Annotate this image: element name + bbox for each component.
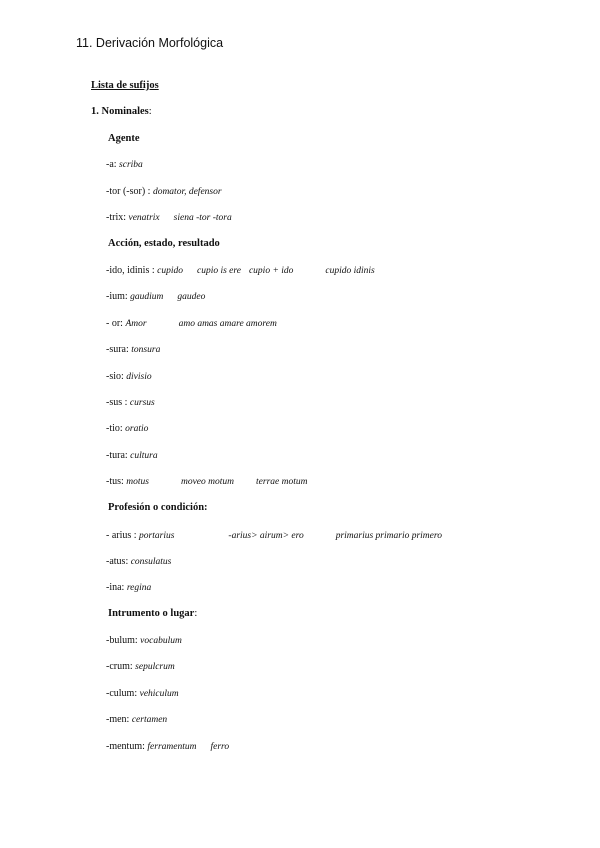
example: gaudium [130, 292, 164, 302]
example: certamen [131, 715, 168, 725]
example: sepulcrum [135, 662, 175, 672]
example: scriba [119, 160, 143, 170]
list-title: Lista de sufijos [91, 80, 159, 91]
suffix: -trix: [106, 212, 129, 223]
suffix: -tus: [106, 476, 127, 487]
example: terrae motum [256, 477, 308, 487]
example: cultura [130, 451, 158, 461]
example: portarius [139, 531, 175, 541]
example: cursus [129, 398, 155, 408]
suffix: -crum: [106, 661, 136, 672]
example: ferro [210, 742, 230, 752]
example: regina [126, 583, 152, 593]
example: venatrix [128, 213, 160, 223]
suffix: -a: [106, 159, 120, 170]
entry-sus [106, 396, 155, 410]
example: motus [126, 477, 149, 487]
example: cupido [157, 266, 183, 276]
entry-trix [106, 211, 232, 225]
suffix: -sio: [106, 371, 127, 382]
page-title: 11. Derivación Morfológica [76, 36, 224, 50]
example: ferramentum [147, 742, 197, 752]
entry-ium [106, 290, 205, 304]
entry-arius [106, 529, 442, 543]
suffix: -atus: [106, 556, 131, 567]
example: amo amas amare amorem [178, 319, 277, 329]
example: vehiculum [139, 689, 179, 699]
example: divisio [126, 372, 152, 382]
suffix: -sus : [106, 397, 130, 408]
entry-mentum [106, 740, 229, 754]
example: domator, defensor [152, 187, 222, 197]
entry-crum [106, 660, 175, 674]
example: consulatus [130, 557, 172, 567]
example: moveo motum [180, 477, 235, 487]
entry-sio [106, 370, 152, 384]
example: oratio [125, 424, 149, 434]
example: primarius primario primero [335, 531, 442, 541]
example: tonsura [131, 345, 161, 355]
entry-tio [106, 422, 148, 436]
suffix: -tio: [106, 423, 126, 434]
category-profesion: Profesión o condición: [108, 502, 208, 513]
section-heading [91, 105, 152, 119]
entry-ido [106, 264, 375, 278]
category-instrumento-label: Intrumento o lugar [108, 608, 195, 619]
entry-a [106, 158, 143, 172]
example: cupio is ere [196, 266, 241, 276]
entry-tura [106, 449, 158, 463]
example: siena -tor -tora [173, 213, 232, 223]
category-accion: Acción, estado, resultado [108, 238, 220, 249]
category-instrumento [108, 607, 197, 621]
entry-atus [106, 555, 171, 569]
entry-men [106, 713, 167, 727]
entry-tus [106, 475, 307, 489]
section-heading-label: 1. Nominales [91, 106, 149, 117]
entry-ina [106, 581, 151, 595]
entry-tor [106, 185, 222, 199]
suffix: -bulum: [106, 635, 141, 646]
suffix: -mentum: [106, 741, 148, 752]
example: vocabulum [140, 636, 182, 646]
example: -arius> airum> ero [228, 531, 304, 541]
suffix: - arius : [106, 530, 140, 541]
category-agente: Agente [108, 133, 140, 144]
suffix: -tura: [106, 450, 131, 461]
category-instrumento-colon: : [194, 608, 198, 619]
suffix: -sura: [106, 344, 132, 355]
entry-sura [106, 343, 160, 357]
entry-bulum [106, 634, 182, 648]
suffix: -ido, idinis : [106, 265, 158, 276]
suffix: - or: [106, 318, 126, 329]
suffix: -ium: [106, 291, 131, 302]
section-heading-colon: : [148, 106, 152, 117]
suffix: -tor (-sor) : [106, 186, 153, 197]
example: gaudeo [177, 292, 206, 302]
entry-or [106, 317, 277, 331]
example: cupido idinis [325, 266, 375, 276]
suffix: -ina: [106, 582, 127, 593]
entry-culum [106, 687, 179, 701]
example: cupio + ido [248, 266, 294, 276]
suffix: -culum: [106, 688, 140, 699]
example: Amor [125, 319, 147, 329]
suffix: -men: [106, 714, 132, 725]
